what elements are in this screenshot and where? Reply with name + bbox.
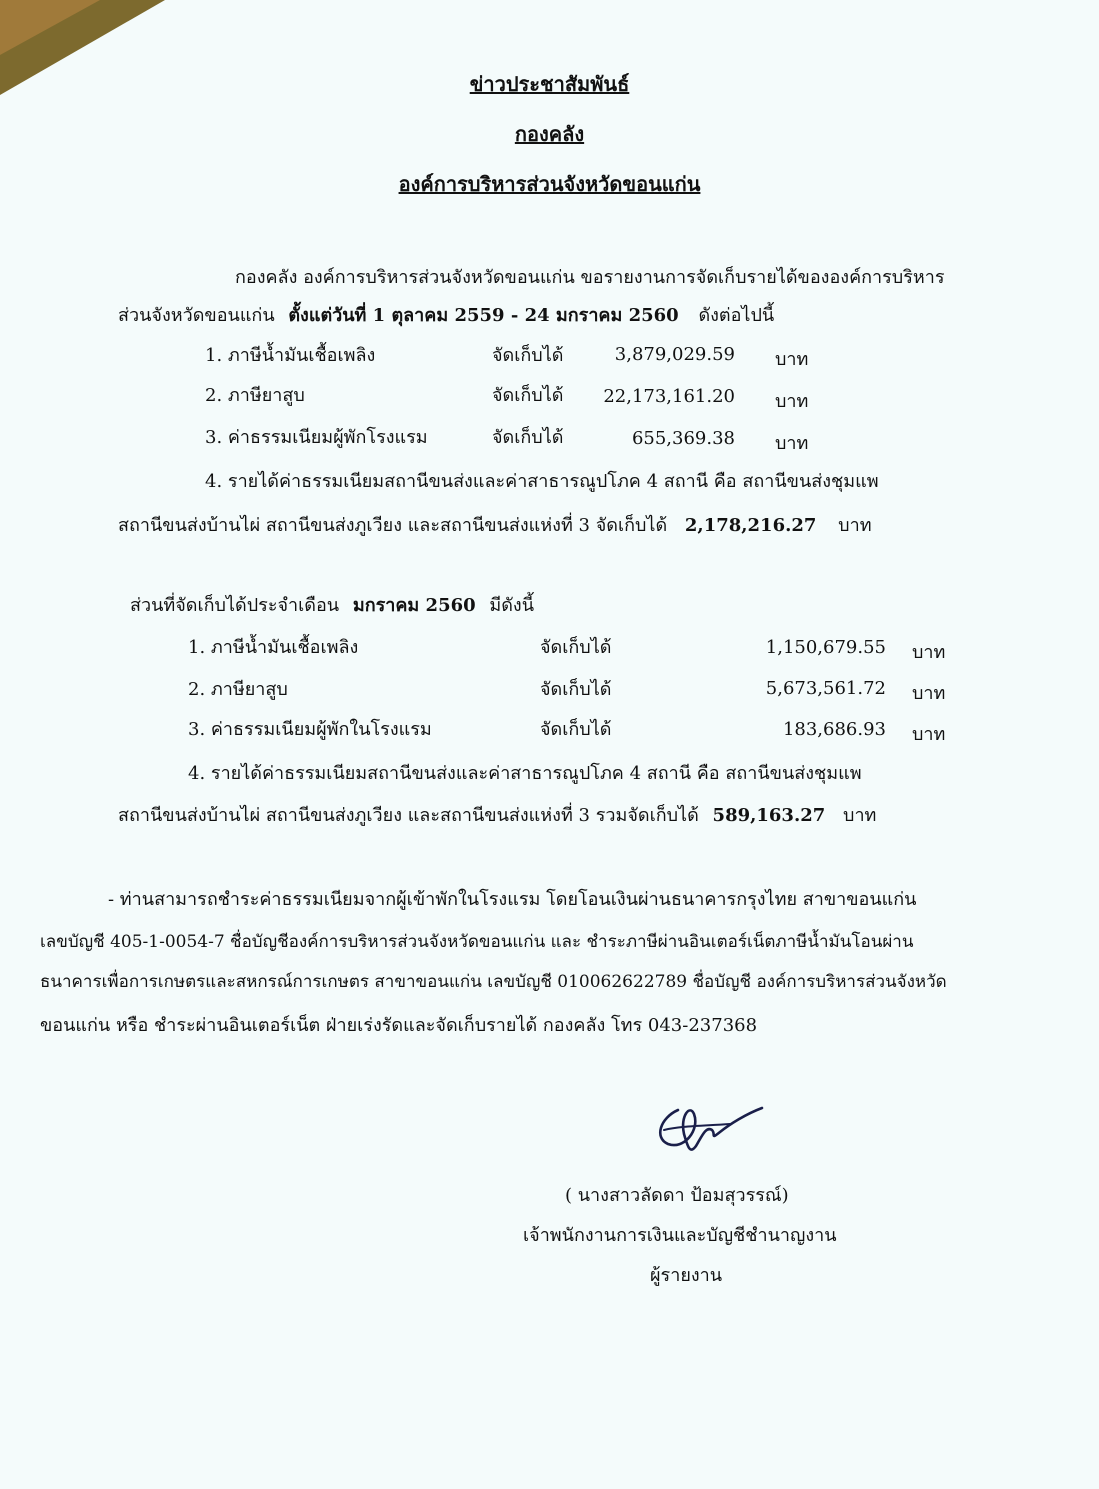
item-collected: จัดเก็บได้ [492, 345, 564, 366]
section1-item-4-line-1: 4. รายได้ค่าธรรมเนียมสถานีขนส่งและค่าสาธารณูปโภค 4 สถานี คือ สถานีขนส่งชุมแพ [205, 471, 879, 492]
section2-heading [130, 590, 534, 619]
item-collected: จัดเก็บได้ [492, 427, 564, 448]
item-label: 1. ภาษีน้ำมันเชื้อเพลิง [188, 637, 359, 658]
payment-line-4: ขอนแก่น หรือ ชำระผ่านอินเตอร์เน็ต ฝ่ายเร่งรัดและจัดเก็บรายได้ กองคลัง โทร 043-237368 [40, 1015, 758, 1036]
item-label: 3. ค่าธรรมเนียมผู้พักในโรงแรม [188, 719, 432, 740]
item4-text: สถานีขนส่งบ้านไผ่ สถานีขนส่งภูเวียง และสถานีขนส่งแห่งที่ 3 รวมจัดเก็บได้ [118, 805, 699, 826]
section2-heading-prefix: ส่วนที่จัดเก็บได้ประจำเดือน [130, 595, 340, 616]
section2-heading-month: มกราคม 2560 [352, 595, 476, 616]
item-amount: 3,879,029.59 [614, 344, 735, 365]
header-title: ข่าวประชาสัมพันธ์ [469, 72, 630, 96]
section2-item-4-line-1: 4. รายได้ค่าธรรมเนียมสถานีขนส่งและค่าสาธารณูปโภค 4 สถานี คือ สถานีขนส่งชุมแพ [188, 763, 862, 784]
signature-position: เจ้าพนักงานการเงินและบัญชีชำนาญงาน [523, 1225, 837, 1246]
item-unit: บาท [775, 433, 809, 454]
payment-line-2: เลขบัญชี 405-1-0054-7 ชื่อบัญชีองค์การบริหารส่วนจังหวัดขอนแก่น และ ชำระภาษีผ่านอินเตอร์เน็ตภาษีน้ำมันโอนผ่าน [40, 932, 914, 952]
item-unit: บาท [912, 642, 946, 663]
item-collected: จัดเก็บได้ [492, 385, 564, 406]
item-unit: บาท [912, 724, 946, 745]
header-organization: องค์การบริหารส่วนจังหวัดขอนแก่น [398, 172, 701, 196]
background-corner-inner [0, 0, 100, 55]
item4-amount: 2,178,216.27 [684, 515, 817, 536]
intro-period: ตั้งแต่วันที่ 1 ตุลาคม 2559 - 24 มกราคม 2560 [288, 305, 679, 326]
intro-prefix: ส่วนจังหวัดขอนแก่น [118, 305, 275, 326]
item-collected: จัดเก็บได้ [540, 719, 612, 740]
item-amount: 22,173,161.20 [603, 386, 735, 407]
item-label: 3. ค่าธรรมเนียมผู้พักโรงแรม [205, 427, 428, 448]
intro-suffix: ดังต่อไปนี้ [698, 305, 775, 326]
item4-amount: 589,163.27 [712, 805, 826, 826]
item-unit: บาท [775, 349, 809, 370]
intro-line-2 [118, 300, 774, 329]
item-label: 2. ภาษียาสูบ [188, 679, 288, 700]
item-label: 2. ภาษียาสูบ [205, 385, 305, 406]
signature-mark [650, 1090, 770, 1160]
signature-name: ( นางสาวลัดดา ป้อมสุวรรณ์) [565, 1185, 789, 1206]
item4-text: สถานีขนส่งบ้านไผ่ สถานีขนส่งภูเวียง และสถานีขนส่งแห่งที่ 3 จัดเก็บได้ [118, 515, 668, 536]
payment-line-3: ธนาคารเพื่อการเกษตรและสหกรณ์การเกษตร สาขาขอนแก่น เลขบัญชี 010062622789 ชื่อบัญชี องค์การบริหารส่วนจังหวัด [40, 972, 947, 992]
item-amount: 1,150,679.55 [765, 637, 886, 658]
item-amount: 183,686.93 [782, 719, 886, 740]
item4-unit: บาท [843, 805, 877, 826]
item4-unit: บาท [838, 515, 872, 536]
item-amount: 655,369.38 [631, 428, 735, 449]
item-amount: 5,673,561.72 [765, 678, 886, 699]
section2-item-4-line-2 [118, 800, 876, 829]
section1-item-4-line-2 [118, 510, 872, 539]
item-collected: จัดเก็บได้ [540, 679, 612, 700]
item-unit: บาท [912, 683, 946, 704]
item-unit: บาท [775, 391, 809, 412]
section2-heading-suffix: มีดังนี้ [489, 595, 535, 616]
payment-line-1: - ท่านสามารถชำระค่าธรรมเนียมจากผู้เข้าพักในโรงแรม โดยโอนเงินผ่านธนาคารกรุงไทย สาขาขอนแก่น [108, 889, 917, 910]
item-collected: จัดเก็บได้ [540, 637, 612, 658]
signature-role: ผู้รายงาน [650, 1265, 723, 1286]
intro-line-1: กองคลัง องค์การบริหารส่วนจังหวัดขอนแก่น ขอรายงานการจัดเก็บรายได้ขององค์การบริหาร [235, 267, 945, 288]
header-department: กองคลัง [514, 122, 585, 146]
item-label: 1. ภาษีน้ำมันเชื้อเพลิง [205, 345, 376, 366]
